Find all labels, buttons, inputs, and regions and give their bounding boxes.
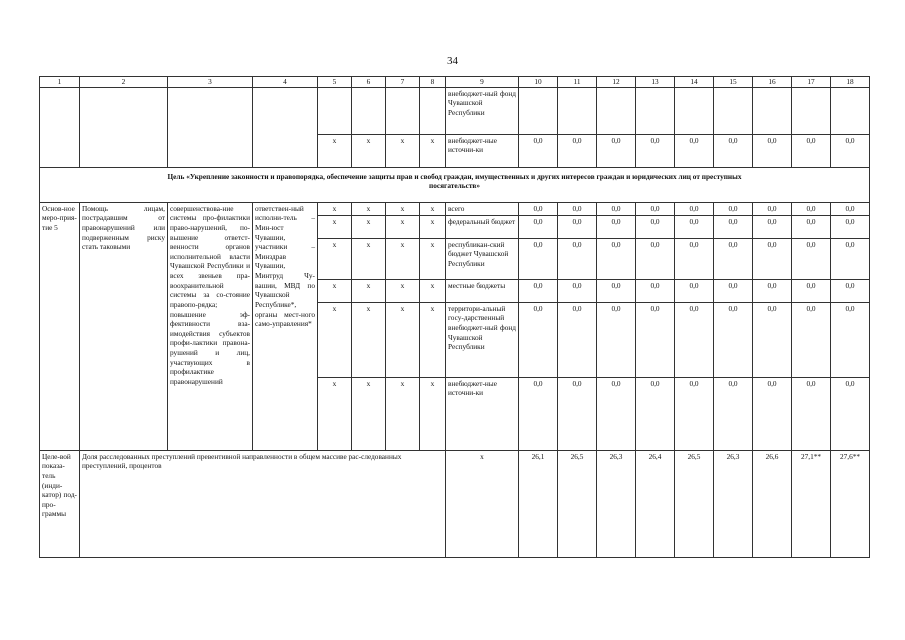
- value-cell: 0,0: [714, 134, 753, 167]
- x-mark: x: [386, 202, 420, 215]
- value-cell: 0,0: [519, 238, 558, 279]
- value-cell: 0,0: [714, 377, 753, 450]
- value-cell: 0,0: [519, 202, 558, 215]
- value-cell: 0,0: [597, 377, 636, 450]
- col-number: 11: [558, 77, 597, 88]
- value-cell: 0,0: [714, 238, 753, 279]
- col-number: 15: [714, 77, 753, 88]
- x-mark: x: [352, 134, 386, 167]
- value-cell: 0,0: [792, 134, 831, 167]
- value-cell: 0,0: [753, 377, 792, 450]
- indicator-value: 26,1: [519, 450, 558, 557]
- value-cell: 0,0: [558, 215, 597, 238]
- activity-responsible: ответствен-ный исполни-тель – Мин-юст Чувашии, участники – Минздрав Чувашии, Минтруд Чу-вашии, МВД по Чувашской Республике*, органы мест-ного само-управления*: [253, 202, 318, 450]
- col-number: 3: [168, 77, 253, 88]
- x-mark: x: [318, 215, 352, 238]
- financing-source: федеральный бюджет: [446, 215, 519, 238]
- financing-source: внебюджет-ный фонд Чувашской Республики: [446, 87, 519, 134]
- value-cell: 0,0: [831, 302, 870, 377]
- value-cell: 0,0: [831, 377, 870, 450]
- x-mark: x: [352, 302, 386, 377]
- col-number: 14: [675, 77, 714, 88]
- x-mark: x: [386, 302, 420, 377]
- budget-table: [39, 76, 870, 558]
- value-cell: 0,0: [519, 302, 558, 377]
- x-mark: x: [420, 302, 446, 377]
- x-mark: x: [386, 377, 420, 450]
- x-mark: x: [352, 279, 386, 302]
- indicator-value: 27,1**: [792, 450, 831, 557]
- value-cell: 0,0: [558, 134, 597, 167]
- value-cell: 0,0: [519, 279, 558, 302]
- value-cell: 0,0: [792, 215, 831, 238]
- x-mark: x: [420, 202, 446, 215]
- value-cell: 0,0: [597, 134, 636, 167]
- indicator-value: 26,5: [675, 450, 714, 557]
- x-mark: x: [420, 134, 446, 167]
- value-cell: 0,0: [675, 238, 714, 279]
- value-cell: 0,0: [519, 377, 558, 450]
- value-cell: 0,0: [831, 215, 870, 238]
- x-mark: x: [318, 202, 352, 215]
- indicator-value: 26,6: [753, 450, 792, 557]
- value-cell: 0,0: [675, 215, 714, 238]
- financing-source: внебюджет-ные источни-ки: [446, 134, 519, 167]
- value-cell: 0,0: [792, 238, 831, 279]
- indicator-value: 26,3: [597, 450, 636, 557]
- value-cell: 0,0: [519, 134, 558, 167]
- value-cell: 0,0: [753, 215, 792, 238]
- value-cell: 0,0: [675, 134, 714, 167]
- x-mark: x: [386, 238, 420, 279]
- value-cell: 0,0: [714, 202, 753, 215]
- value-cell: 0,0: [675, 279, 714, 302]
- value-cell: 0,0: [792, 302, 831, 377]
- value-cell: 0,0: [636, 134, 675, 167]
- value-cell: 0,0: [714, 302, 753, 377]
- value-cell: 0,0: [753, 302, 792, 377]
- value-cell: 0,0: [597, 302, 636, 377]
- x-mark: x: [352, 377, 386, 450]
- value-cell: 0,0: [753, 279, 792, 302]
- x-mark: x: [318, 302, 352, 377]
- x-mark: x: [386, 279, 420, 302]
- value-cell: 0,0: [597, 238, 636, 279]
- column-number-row: [40, 77, 870, 88]
- col-number: 7: [386, 77, 420, 88]
- value-cell: 0,0: [714, 215, 753, 238]
- col-number: 17: [792, 77, 831, 88]
- col-number: 13: [636, 77, 675, 88]
- x-mark: x: [352, 215, 386, 238]
- col-number: 9: [446, 77, 519, 88]
- x-mark: x: [420, 215, 446, 238]
- value-cell: 0,0: [597, 215, 636, 238]
- col-number: 2: [80, 77, 168, 88]
- col-number: 1: [40, 77, 80, 88]
- indicator-value: 26,3: [714, 450, 753, 557]
- goal-row: [40, 167, 870, 202]
- x-mark: x: [420, 279, 446, 302]
- indicator-value: 26,4: [636, 450, 675, 557]
- financing-source: республикан-ский бюджет Чувашской Республики: [446, 238, 519, 279]
- table-row: [40, 202, 870, 215]
- financing-source: местные бюджеты: [446, 279, 519, 302]
- value-cell: 0,0: [831, 134, 870, 167]
- value-cell: 0,0: [636, 377, 675, 450]
- value-cell: 0,0: [558, 238, 597, 279]
- col-number: 4: [253, 77, 318, 88]
- indicator-row: [40, 450, 870, 557]
- value-cell: 0,0: [597, 202, 636, 215]
- x-mark: x: [352, 202, 386, 215]
- value-cell: 0,0: [753, 134, 792, 167]
- x-mark: x: [420, 238, 446, 279]
- x-mark: x: [420, 377, 446, 450]
- col-number: 10: [519, 77, 558, 88]
- indicator-label: Целе-вой показа-тель (инди-катор) под-про-граммы: [40, 450, 80, 557]
- table-row: [40, 87, 870, 134]
- x-mark: x: [386, 134, 420, 167]
- value-cell: 0,0: [558, 302, 597, 377]
- value-cell: 0,0: [636, 302, 675, 377]
- col-number: 12: [597, 77, 636, 88]
- x-mark: x: [318, 134, 352, 167]
- indicator-value: 26,5: [558, 450, 597, 557]
- col-number: 8: [420, 77, 446, 88]
- value-cell: 0,0: [597, 279, 636, 302]
- x-mark: x: [318, 279, 352, 302]
- activity-description: совершенствова-ние системы про-филактики право-нарушений, по-вышение ответст-венности органов исполнительной власти Чувашской Республики и всех звеньев пра-воохранительной системы за со-стояние правопо-рядка; повышение эф-фективности вза-имодействия субъектов профи-лактики правона-рушений и лиц, участвующих в профилактике правонарушений: [168, 202, 253, 450]
- x-mark: x: [446, 450, 519, 557]
- activity-type: Основ-ное меро-прия-тие 5: [40, 202, 80, 450]
- value-cell: 0,0: [714, 279, 753, 302]
- indicator-text: Доля расследованных преступлений превентивной направленности в общем массиве рас-следованных преступлений, процентов: [80, 450, 446, 557]
- financing-source: территори-альный госу-дарственный внебюджет-ный фонд Чувашской Республики: [446, 302, 519, 377]
- col-number: 18: [831, 77, 870, 88]
- indicator-value: 27,6**: [831, 450, 870, 557]
- goal-heading: Цель «Укрепление законности и правопорядка, обеспечение защиты прав и свобод граждан, имущественных и других интересов граждан и юридических лиц от преступных посягательств»: [40, 167, 870, 202]
- value-cell: 0,0: [675, 202, 714, 215]
- x-mark: x: [352, 238, 386, 279]
- value-cell: 0,0: [831, 202, 870, 215]
- value-cell: 0,0: [753, 202, 792, 215]
- value-cell: 0,0: [792, 377, 831, 450]
- financing-source: всего: [446, 202, 519, 215]
- x-mark: x: [318, 377, 352, 450]
- value-cell: 0,0: [558, 279, 597, 302]
- value-cell: 0,0: [831, 238, 870, 279]
- value-cell: 0,0: [792, 279, 831, 302]
- activity-name: Помощь лицам, пострадавшим от правонарушений или подверженным риску стать таковыми: [80, 202, 168, 450]
- value-cell: 0,0: [636, 202, 675, 215]
- value-cell: 0,0: [519, 215, 558, 238]
- page-number: 34: [447, 55, 458, 67]
- x-mark: x: [386, 215, 420, 238]
- value-cell: 0,0: [792, 202, 831, 215]
- col-number: 5: [318, 77, 352, 88]
- value-cell: 0,0: [636, 279, 675, 302]
- value-cell: 0,0: [558, 202, 597, 215]
- value-cell: 0,0: [831, 279, 870, 302]
- value-cell: 0,0: [753, 238, 792, 279]
- value-cell: 0,0: [675, 302, 714, 377]
- x-mark: x: [318, 238, 352, 279]
- col-number: 6: [352, 77, 386, 88]
- value-cell: 0,0: [636, 215, 675, 238]
- financing-source: внебюджет-ные источни-ки: [446, 377, 519, 450]
- value-cell: 0,0: [558, 377, 597, 450]
- col-number: 16: [753, 77, 792, 88]
- value-cell: 0,0: [636, 238, 675, 279]
- value-cell: 0,0: [675, 377, 714, 450]
